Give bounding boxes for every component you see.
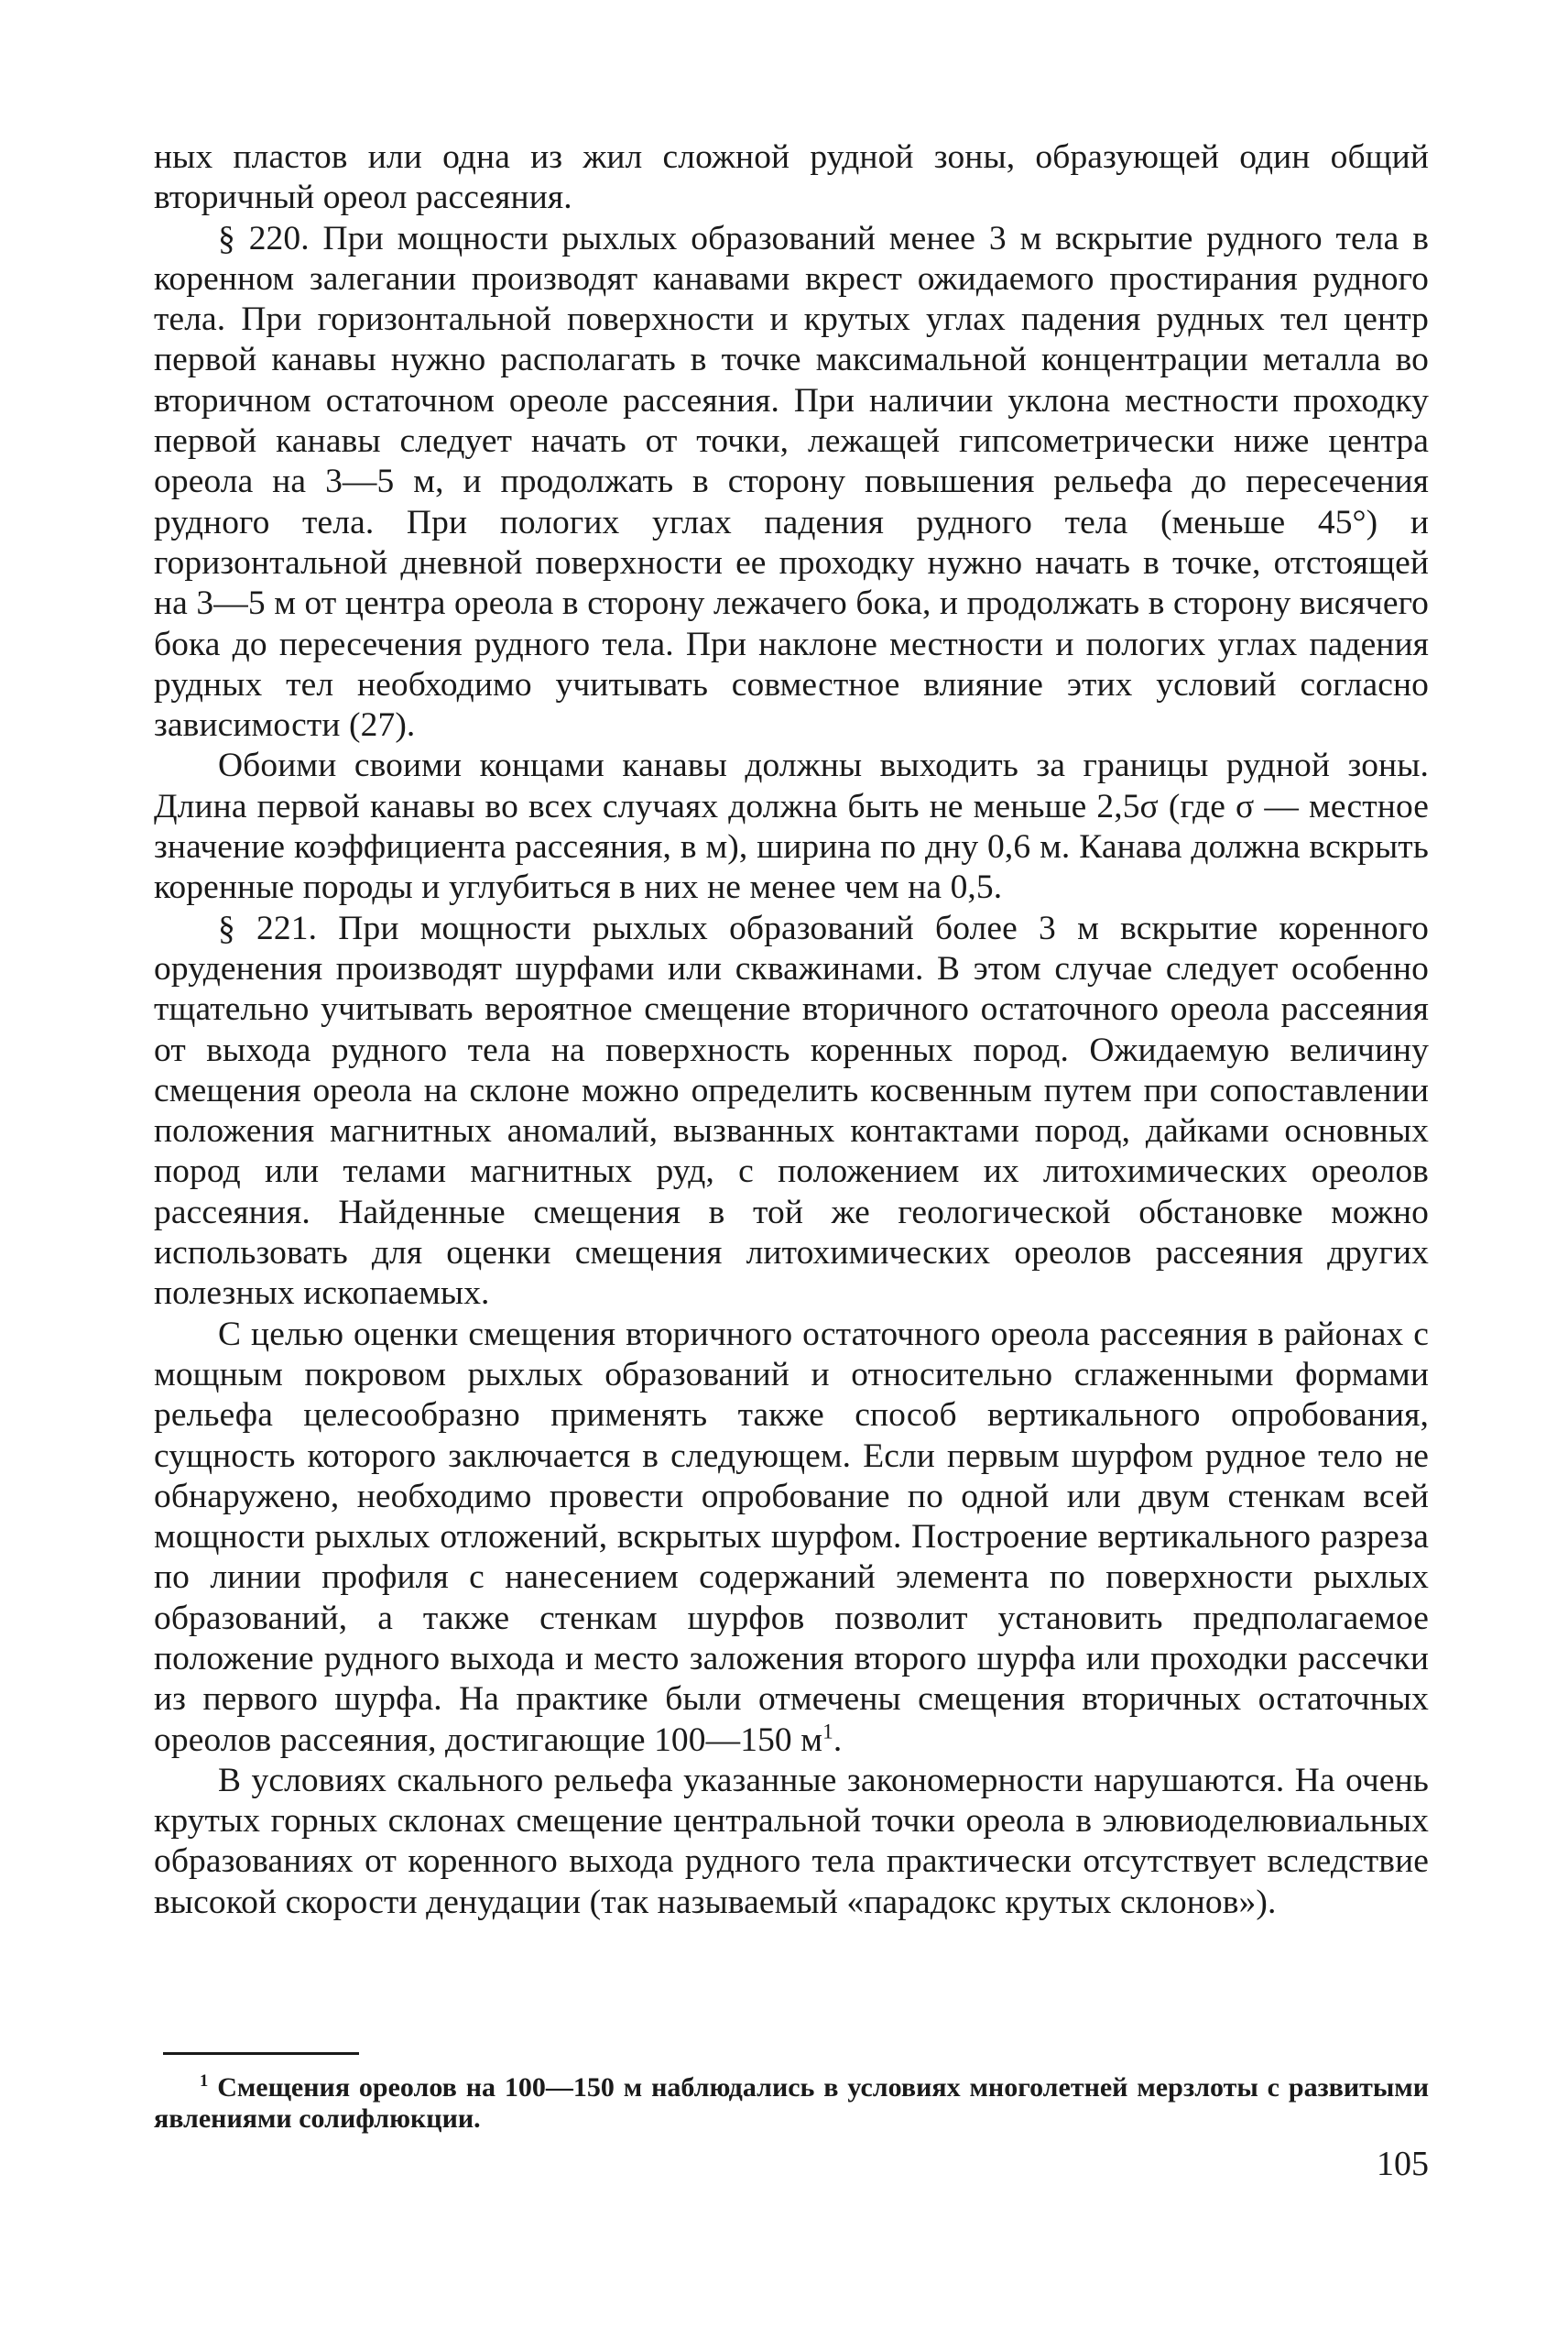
paragraph-vertical-sampling bbox=[154, 1315, 1429, 1761]
footnote-marker: 1 bbox=[200, 2071, 209, 2091]
body-text bbox=[154, 137, 1429, 1923]
footnote bbox=[154, 2072, 1429, 2135]
paragraph-rock-relief: В условиях скального рельефа указанные закономерности нарушаются. На очень крутых горных склонах смещение центральной точки ореола в элювиоделювиальных образованиях от коренного выхода рудного тела практически отсутствует вследствие высокой скорости денудации (так называемый «парадокс крутых склонов»). bbox=[154, 1761, 1429, 1921]
paragraph-vertical-sampling-text: С целью оценки смещения вторичного остаточного ореола рассеяния в районах с мощным покровом рыхлых образований и относительно сглаженными формами рельефа целесообразно применять также способ вертикального опробования, сущность которого заключается в следующем. Если первым шурфом рудное тело не обнаружено, необходимо провести опробование по одной или двум стенкам всей мощности рыхлых отложений, вскрытых шурфом. Построение вертикального разреза по линии профиля с нанесением содержаний элемента по поверхности рыхлых образований, а также стенкам шурфов позволит установить предполагаемое положение рудного выхода и место заложения второго шурфа или проходки рассечки из первого шурфа. На практике были отмечены смещения вторичных остаточных ореолов рассеяния, достигающие 100—150 м bbox=[154, 1315, 1429, 1759]
footnote-divider bbox=[163, 2052, 359, 2055]
paragraph-section-221: § 221. При мощности рыхлых образований более 3 м вскрытие коренного оруденения производят шурфами или скважинами. В этом случае следует особенно тщательно учитывать вероятное смещение вторичного остаточного ореола рассеяния от выхода рудного тела на поверхность коренных пород. Ожидаемую величину смещения ореола на склоне можно определить косвенным путем при сопоставлении положения магнитных аномалий, вызванных контактами пород, дайками основных пород или телами магнитных руд, с положением их литохимических ореолов рассеяния. Найденные смещения в той же геологической обстановке можно использовать для оценки смещения литохимических ореолов рассеяния других полезных ископаемых. bbox=[154, 909, 1429, 1313]
paragraph-section-220: § 220. При мощности рыхлых образований менее 3 м вскрытие рудного тела в коренном залегании производят канавами вкрест ожидаемого простирания рудного тела. При горизонтальной поверхности и крутых углах падения рудных тел центр первой канавы нужно располагать в точке максимальной концентрации металла во вторичном остаточном ореоле рассеяния. При наличии уклона местности проходку первой канавы следует начать от точки, лежащей гипсометрически ниже центра ореола на 3—5 м, и продолжать в сторону повышения рельефа до пересечения рудного тела. При пологих углах падения рудного тела (меньше 45°) и горизонтальной дневной поверхности ее проходку нужно начать в точке, отстоящей на 3—5 м от центра ореола в сторону лежачего бока, и продолжать в сторону висячего бока до пересечения рудного тела. При наклоне местности и пологих углах падения рудных тел необходимо учитывать совместное влияние этих условий согласно зависимости (27). bbox=[154, 219, 1429, 745]
footnote-text: Смещения ореолов на 100—150 м наблюдались в условиях многолетней мерзлоты с развитыми явлениями солифлюкции. bbox=[154, 2072, 1429, 2134]
footnote-reference-period: . bbox=[833, 1721, 843, 1759]
footnote-reference: 1 bbox=[822, 1720, 833, 1744]
paragraph-trench-length: Обоими своими концами канавы должны выходить за границы рудной зоны. Длина первой канавы во всех случаях должна быть не меньше 2,5σ (где σ — местное значение коэффициента рассеяния, в м), ширина по дну 0,6 м. Канава должна вскрыть коренные породы и углубиться в них не менее чем на 0,5. bbox=[154, 747, 1429, 907]
page-number: 105 bbox=[1377, 2145, 1429, 2183]
paragraph-continuation: ных пластов или одна из жил сложной рудной зоны, образующей один общий вторичный ореол рассеяния. bbox=[154, 138, 1429, 217]
